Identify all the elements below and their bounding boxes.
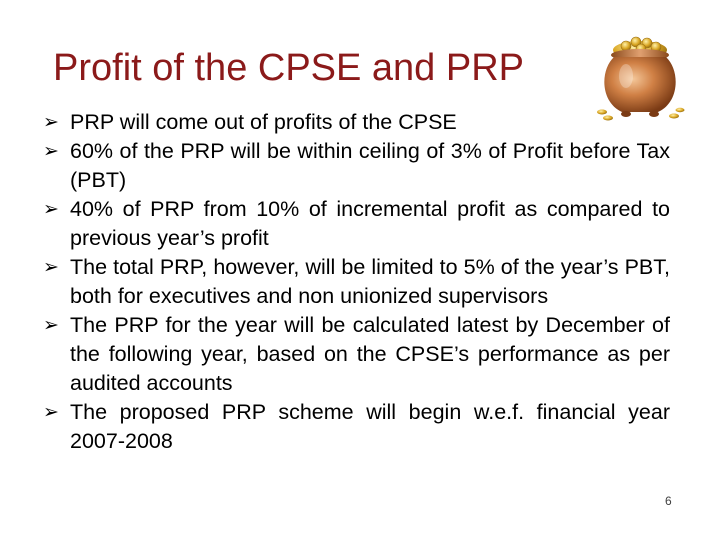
bullet-text: The PRP for the year will be calculated latest by December of the following year, based on the CPSE’s performance as per audited accounts	[70, 313, 670, 395]
arrow-bullet-icon: ➢	[43, 199, 59, 220]
bullet-item	[43, 311, 670, 398]
page-number: 6	[665, 494, 672, 508]
arrow-bullet-icon: ➢	[43, 402, 59, 423]
slide-title: Profit of the CPSE and PRP	[53, 47, 525, 89]
bullet-text: 40% of PRP from 10% of incremental profit as compared to previous year’s profit	[70, 197, 670, 250]
bullet-item	[43, 108, 670, 137]
bullet-text: The total PRP, however, will be limited to 5% of the year’s PBT, both for executives and non unionized supervisors	[70, 255, 670, 308]
bullet-text: The proposed PRP scheme will begin w.e.f. financial year 2007-2008	[70, 400, 670, 453]
bullet-text: 60% of the PRP will be within ceiling of 3% of Profit before Tax (PBT)	[70, 139, 670, 192]
bullet-list	[43, 108, 670, 456]
bullet-text: PRP will come out of profits of the CPSE	[70, 110, 457, 134]
arrow-bullet-icon: ➢	[43, 315, 59, 336]
arrow-bullet-icon: ➢	[43, 112, 59, 133]
bullet-item	[43, 195, 670, 253]
arrow-bullet-icon: ➢	[43, 257, 59, 278]
arrow-bullet-icon: ➢	[43, 141, 59, 162]
bullet-item	[43, 137, 670, 195]
bullet-item	[43, 253, 670, 311]
bullet-item	[43, 398, 670, 456]
